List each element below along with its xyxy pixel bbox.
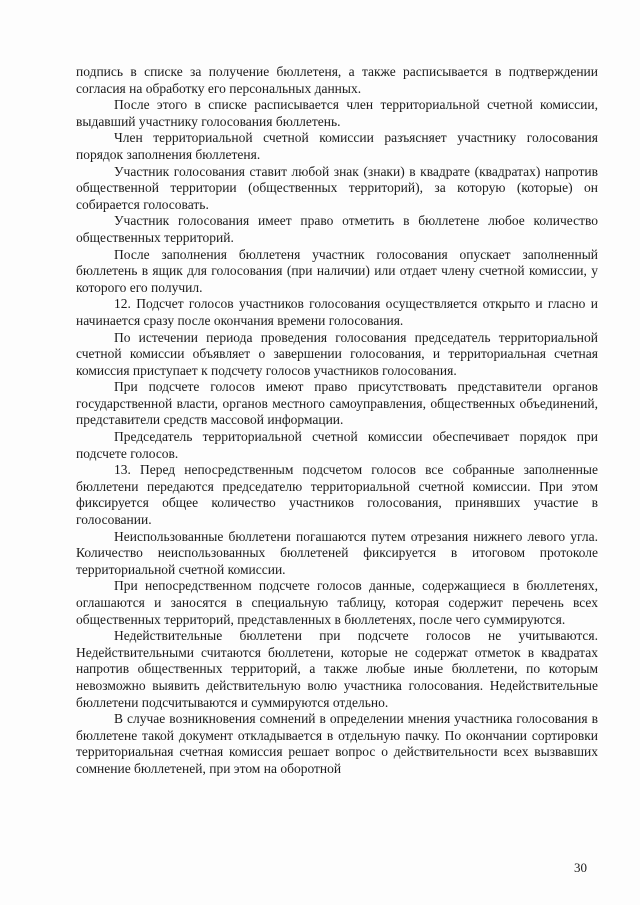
paragraph: Недействительные бюллетени при подсчете голосов не учитываются. Недействительными считаются бюллетени, которые не содержат отметок в квадратах напротив общественных территорий, а также любые иные бюллетени, по которым невозможно выявить действительную волю участника голосования. Недействительные бюллетени подсчитываются и суммируются отдельно.	[76, 628, 598, 710]
paragraph: После заполнения бюллетеня участник голосования опускает заполненный бюллетень в ящик для голосования (при наличии) или отдает члену счетной комиссии, у которого его получил.	[76, 246, 598, 295]
paragraph: Неиспользованные бюллетени погашаются путем отрезания нижнего левого угла. Количество неиспользованных бюллетеней фиксируется в итоговом протоколе территориальной счетной комиссии.	[76, 528, 598, 577]
paragraph: Член территориальной счетной комиссии разъясняет участнику голосования порядок заполнения бюллетеня.	[76, 130, 598, 162]
paragraph: После этого в списке расписывается член территориальной счетной комиссии, выдавший участнику голосования бюллетень.	[76, 97, 598, 129]
paragraph-continuation: подпись в списке за получение бюллетеня, а также расписывается в подтверждении согласия на обработку его персональных данных.	[76, 64, 598, 96]
paragraph-item-12: 12. Подсчет голосов участников голосования осуществляется открыто и гласно и начинается сразу после окончания времени голосования.	[76, 296, 598, 328]
paragraph: Участник голосования имеет право отметить в бюллетене любое количество общественных территорий.	[76, 213, 598, 245]
paragraph: При подсчете голосов имеют право присутствовать представители органов государственной власти, органов местного самоуправления, общественных объединений, представители средств массовой информации.	[76, 379, 598, 428]
paragraph: По истечении периода проведения голосования председатель территориальной счетной комиссии объявляет о завершении голосования, и территориальная счетная комиссия приступает к подсчету голосов участников голосования.	[76, 329, 598, 378]
page-number: 30	[574, 860, 587, 875]
paragraph: Участник голосования ставит любой знак (знаки) в квадрате (квадратах) напротив общественной территории (общественных территорий), за которую (которые) он собирается голосовать.	[76, 163, 598, 212]
paragraph: При непосредственном подсчете голосов данные, содержащиеся в бюллетенях, оглашаются и заносятся в специальную таблицу, которая содержит перечень всех общественных территорий, представленных в бюллетенях, после чего суммируются.	[76, 578, 598, 627]
paragraph-item-13: 13. Перед непосредственным подсчетом голосов все собранные заполненные бюллетени передаются председателю территориальной счетной комиссии. При этом фиксируется общее количество участников голосования, принявших участие в голосовании.	[76, 462, 598, 528]
paragraph: Председатель территориальной счетной комиссии обеспечивает порядок при подсчете голосов.	[76, 429, 598, 461]
document-body	[76, 64, 598, 778]
paragraph: В случае возникновения сомнений в определении мнения участника голосования в бюллетене такой документ откладывается в отдельную пачку. По окончании сортировки территориальная счетная комиссия решает вопрос о действительности всех вызвавших сомнение бюллетеней, при этом на оборотной	[76, 711, 598, 776]
